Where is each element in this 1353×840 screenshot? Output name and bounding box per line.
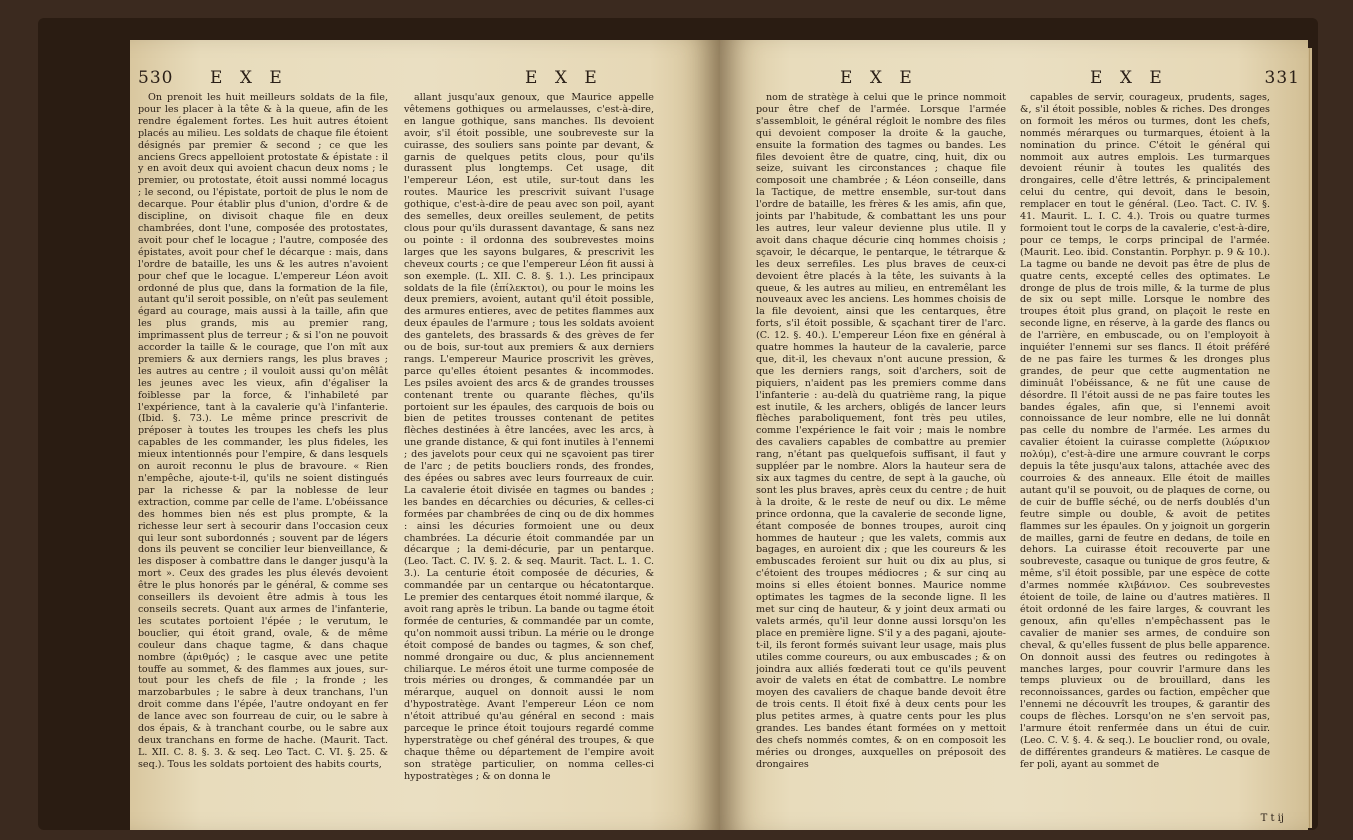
column-text: nom de stratège à celui que le prince nommoit pour être chef de l'armée. Lorsque l'armée s'assembloit, le général régloit le nombre des files qui devoient composer la droite & la gauche, ensuite la formation des tagmes ou bandes. Les files devoient être de quatre, cinq, huit, dix ou seize, suivant les circonstances ; chaque file composoit une chambrée ; & Léon conseille, dans la Tactique, de mettre ensemble, sur-tout dans l'ordre de bataille, les frères & les amis, afin que, joints par l'habitude, & combattant les uns pour les autres, leur valeur devienne plus utile. Il y avoit dans chaque décurie cinq hommes choisis ; sçavoir, le décarque, le pentarque, le tétrarque & les deux serrefiles. Les plus braves de ceux-ci devoient être placés à la tête, les suivants à la queue, & les autres au milieu, en entremêlant les nouveaux avec les anciens. Les hommes choisis de la file devoient, ainsi que les centarques, être forts, s'il étoit possible, & sçachant tirer de l'arc. (C. 12. §. 40.). L'empereur Léon fixe en général à quatre hommes la hauteur de la cavalerie, parce que, dit-il, les chevaux n'ont aucune pression, & que les derniers rangs, soit d'archers, soit de piquiers, n'aident pas les premiers comme dans l'infanterie : au-delà du quatrième rang, la pique est inutile, & les archers, obligés de lancer leurs flèches paraboliquement, font très peu utiles, comme l'expérience le fait voir ; mais le nombre des cavaliers capables de combattre au premier rang, n'étant pas quelquefois suffisant, il faut y suppléer par le nombre. Alors la hauteur sera de six aux tagmes du centre, de sept à la gauche, où sont les plus braves, après ceux du centre ; de huit à la droite, & le reste de neuf ou dix. Le même prince ordonna, que la cavalerie de seconde ligne, étant composée de bonnes troupes, auroit cinq hommes de hauteur ; que les valets, commis aux bagages, en auroient dix ; que les coureurs & les embuscades feroient sur huit ou dix au plus, si c'étoient des troupes médiocres ; & sur cinq au moins si elles étoient bonnes. Maurice nomme optimates les tagmes de la seconde ligne. Il les met sur cinq de hauteur, & y joint deux armati ou valets armés, qu'il leur donne aussi lorsqu'on les place en première ligne. S'il y a des pagani, ajoute-t-il, ils feront formés suivant leur usage, mais plus utiles comme coureurs, ou aux embuscades ; & on joindra aux alliés fœderati tout ce qu'ils peuvent avoir de valets en état de combattre. Le nombre moyen des cavaliers de chaque bande devoit être de trois cents. Il étoit fixé à deux cents pour les plus petites armes, à quatre cents pour les plus grandes. Les bandes étant formées on y mettoit des chefs nommés comtes, & on en composoit les méries ou dronges, auxquelles on préposoit des drongaires (756, 92, 1006, 770)
column-text: capables de servir, courageux, prudents, sages, &, s'il étoit possible, nobles & riches. Des dronges on formoit les méros ou turmes, dont les chefs, nommés mérarques ou turmarques, étoient à la nomination du prince. C'étoit le général qui nommoit aux autres emplois. Les turmarques devoient réunir à toutes les qualités des drongaires, celle d'être lettrés, & principalement celui du centre, qui devoit, dans le besoin, remplacer en tout le général. (Leo. Tact. C. IV. §. 41. Maurit. L. I. C. 4.). Trois ou quatre turmes formoient tout le corps de la cavalerie, c'est-à-dire, pour ce temps, le corps principal de l'armée. (Maurit. Leo. ibid. Constantin. Porphyr. p. 9 & 10.). La tagme ou bande ne devoit pas être de plus de quatre cents, excepté celles des optimates. Le dronge de plus de trois mille, & la turme de plus de six ou sept mille. Lorsque le nombre des troupes étoit plus grand, on plaçoit le reste en seconde ligne, en réserve, à la garde des flancs ou de l'arrière, en embuscade, ou on l'employoit à inquiéter l'ennemi sur ses flancs. Il étoit préféré de ne pas faire les turmes & les dronges plus grandes, de peur que cette augmentation ne diminuât l'obéissance, & ne fût une cause de désordre. Il l'étoit aussi de ne pas faire toutes les bandes égales, afin que, si l'ennemi avoit connoissance de leur nombre, elle ne lui donnât pas celle du nombre de l'armée. Les armes du cavalier étoient la cuirasse complette (λώρικιον πολύμ), c'est-à-dire une armure couvrant le corps depuis la tête jusqu'aux talons, attachée avec des courroies & des anneaux. Elle étoit de mailles autant qu'il se pouvoit, ou de plaques de corne, ou de cuir de buffle séché, ou de nerfs doublés d'un feutre simple ou double, & avoit de petites flammes sur les épaules. On y joignoit un gorgerin de mailles, garni de feutre en dedans, de toile en dehors. La cuirasse étoit recouverte par une soubreveste, casaque ou tunique de gros feutre, & même, s'il étoit possible, par une espèce de cotte d'armes nommée κλιβάνιον. Ces soubrevestes étoient de toile, de laine ou d'autres matières. Il étoit ordonné de les faire larges, & couvrant les genoux, afin qu'elles n'empêchassent pas le cavalier de manier ses armes, de conduire son cheval, & qu'elles fussent de plus belle apparence. On donnoit aussi des feutres ou redingotes à manches larges, pour couvrir l'armure dans les temps pluvieux ou de brouillard, dans les reconnoissances, gardes ou faction, empêcher que l'ennemi ne découvrît les troupes, & garantir des coups de flèches. Lorsqu'on ne s'en servoit pas, l'armure étoit renfermée dans un étui de cuir. (Leo. C. V. §. 4. & seq.). Le bouclier rond, ou ovale, de différentes grandeurs & matières. Le casque de fer poli, ayant au sommet de (1020, 92, 1270, 770)
text-column (1020, 92, 1270, 822)
right-page (720, 40, 1308, 830)
column-text: On prenoit les huit meilleurs soldats de la file, pour les placer à la tête & à la queue, afin de les rendre également fortes. Les huit autres étoient placés au milieu. Les soldats de chaque file étoient désignés par premier & second ; ce que les anciens Grecs appelloient protostate & épistate : il y en avoit deux qui avoient chacun deux noms ; le premier, ou protostate, étoit aussi nommé locagus ; le second, ou l'épistate, portoit de plus le nom de decarque. Pour établir plus d'union, d'ordre & de discipline, on divisoit chaque file en deux chambrées, dont l'une, composée des protostates, avoit pour chef le locague ; l'autre, composée des épistates, avoit pour chef le décarque : mais, dans l'ordre de bataille, les uns & les autres n'avoient pour chef que le locague. L'empereur Léon avoit ordonné de plus que, dans la formation de la file, autant qu'il seroit possible, on n'eût pas seulement égard au courage, mais aussi à la taille, afin que les plus grands, mis au premier rang, imprimassent plus de terreur ; & si l'on ne pouvoit accorder la taille & le courage, que l'on mît aux premiers & aux derniers rangs, les plus braves ; les autres au centre ; il vouloit aussi qu'on mêlât les jeunes avec les vieux, afin d'égaliser la foiblesse par la force, & l'inhabileté par l'expérience, tant à la cavalerie qu'à l'infanterie. (Ibid. §. 73.). Le même prince prescrivit de préposer à toutes les troupes les chefs les plus capables de les commander, les plus fideles, les mieux intentionnés pour l'empire, & dans lesquels on auroit reconnu le plus de bravoure. « Rien n'empêche, ajoute-t-il, qu'ils ne soient distingués par la richesse & par la noblesse de leur extraction, comme par celle de l'ame. L'obéissance des hommes bien nés est plus prompte, & la richesse leur sert à secourir dans l'occasion ceux qui leur sont subordonnés ; souvent par de légers dons ils peuvent se concilier leur bienveillance, & les disposer à combattre dans le danger jusqu'à la mort ». Ceux des grades les plus élevés devoient être le plus honorés par le général, & comme ses conseillers ils devoient être admis à tous les conseils secrets. Quant aux armes de l'infanterie, les scutates portoient l'épée ; le verutum, le bouclier, qui étoit grand, ovale, & de même couleur dans chaque tagme, & dans chaque nombre (ἀριθμός) ; le casque avec une petite touffe au sommet, & des flammes aux joues, sur-tout pour les chefs de file ; la fronde ; les marzobarbules ; le sabre à deux tranchans, l'un droit comme dans l'épée, l'autre ondoyant en fer de lance avec son fourreau de cuir, ou le sabre à dos épais, & à tranchant courbe, ou le sabre aux deux tranchans en forme de hache. (Maurit. Tact. L. XII. C. 8. §. 3. & seq. Leo Tact. C. VI. §. 25. & seq.). Tous les soldats portoient des habits courts, (138, 92, 388, 770)
page-number: 331 (1264, 68, 1300, 88)
left-page (130, 40, 720, 830)
right-page-header (720, 68, 1308, 92)
text-column (138, 92, 388, 822)
running-head: E X E (840, 68, 918, 88)
running-head: E X E (210, 68, 288, 88)
text-column (756, 92, 1006, 822)
running-head: E X E (525, 68, 603, 88)
book-spread (38, 18, 1318, 830)
column-text: allant jusqu'aux genoux, que Maurice appelle vêtemens gothiques ou armelausses, c'est-à-dire, en langue gothique, sans manches. Ils devoient avoir, s'il étoit possible, une soubreveste sur la cuirasse, des souliers sans pointe par devant, & garnis de quelques petits clous, pour qu'ils durassent plus longtemps. Cet usage, dit l'empereur Léon, est utile, sur-tout dans les routes. Maurice les prescrivit suivant l'usage gothique, c'est-à-dire de peau avec son poil, ayant des semelles, deux oreilles seulement, de petits clous pour qu'ils durassent davantage, & sans nez ou pointe : il ordonna des soubrevestes moins larges que les sayons bulgares, & prescrivit les cheveux courts ; ce que l'empereur Léon fit aussi à son exemple. (L. XII. C. 8. §. 1.). Les principaux soldats de la file (ἐπίλεκτοι), ou pour le moins les deux premiers, avoient, autant qu'il étoit possible, des armures entieres, avec de petites flammes aux deux épaules de l'armure ; tous les soldats avoient des gantelets, des brassards & des grèves de fer ou de bois, sur-tout aux premiers & aux derniers rangs. L'empereur Maurice proscrivit les grèves, parce qu'elles étoient pesantes & incommodes. Les psiles avoient des arcs & de grandes trousses contenant trente ou quarante flèches, qu'ils portoient sur les épaules, des carquois de bois ou bien de petites trousses contenant de petites flèches destinées à être lancées, avec les arcs, à une grande distance, & qui font inutiles à l'ennemi ; des javelots pour ceux qui ne sçavoient pas tirer de l'arc ; de petits boucliers ronds, des frondes, des épées ou sabres avec leurs fourreaux de cuir. La cavalerie étoit divisée en tagmes ou bandes ; les bandes en décarchies ou décuries, & celles-ci formées par chambrées de cinq ou de dix hommes : ainsi les décuries formoient une ou deux chambrées. La décurie étoit commandée par un décarque ; la demi-décurie, par un pentarque. (Leo. Tact. C. IV. §. 2. & seq. Maurit. Tact. L. 1. C. 3.). La centurie étoit composée de décuries, & commandée par un centarque ou hécatontarque. Le premier des centarques étoit nommé ilarque, & avoit rang après le tribun. La bande ou tagme étoit formée de centuries, & commandée par un comte, qu'on nommoit aussi tribun. La mérie ou le dronge étoit composé de bandes ou tagmes, & son chef, nommé drongaire ou duc, & plus anciennement chiliarque. Le méros étoit une turme composée de trois méries ou dronges, & commandée par un mérarque, auquel on donnoit aussi le nom d'hypostratège. Avant l'empereur Léon ce nom n'étoit attribué qu'au général en second : mais parceque le prince étoit toujours regardé comme hyperstratège ou chef général des troupes, & que chaque thême ou département de l'empire avoit son stratège particulier, on nomma celles-ci hypostratèges ; & on donna le (404, 92, 654, 782)
signature-mark: T t ij (1260, 813, 1284, 824)
left-page-header (130, 68, 720, 92)
text-column (404, 92, 654, 822)
running-head: E X E (1090, 68, 1168, 88)
page-number: 530 (138, 68, 174, 88)
